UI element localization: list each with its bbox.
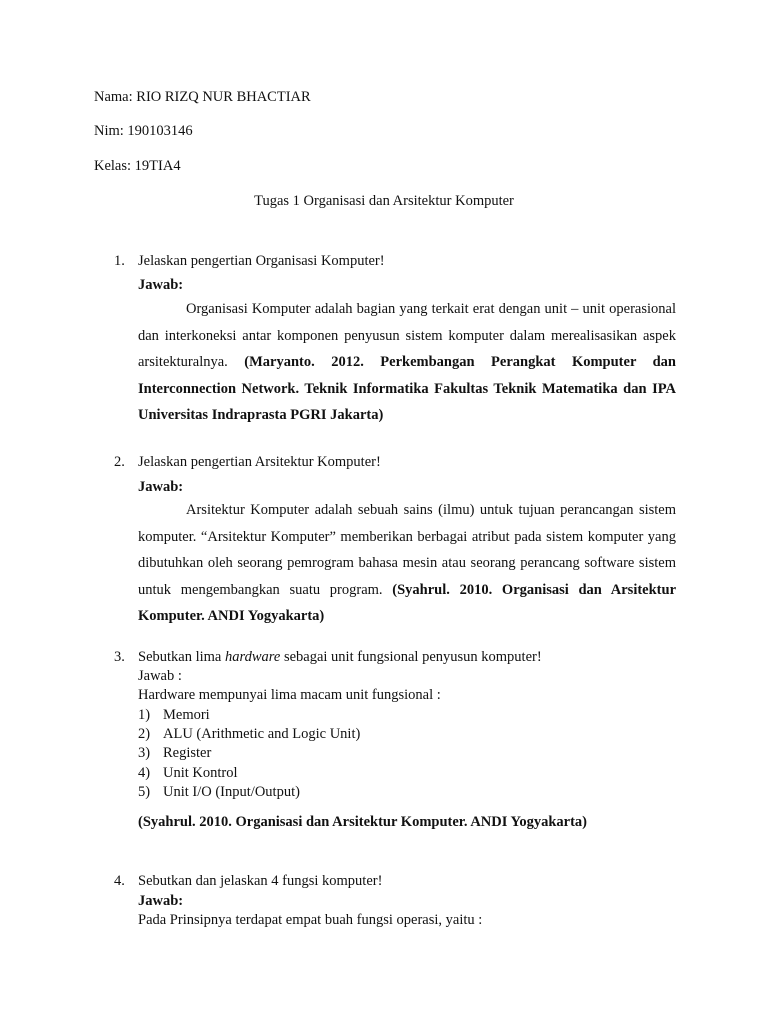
list-item-number: 1) [138,707,151,723]
answer-paragraph [138,497,676,630]
citation: (Syahrul. 2010. Organisasi dan Arsitektur Komputer. ANDI Yogyakarta) [138,814,588,830]
student-nim: Nim: 190103146 [94,123,193,139]
answer-paragraph [138,296,676,429]
answer-intro: Hardware mempunyai lima macam unit fungsional : [138,687,441,703]
answer-label: Jawab: [138,277,184,293]
list-item-number: 5) [138,784,151,800]
question-text: Sebutkan lima hardware sebagai unit fungsional penyusun komputer! [138,649,542,665]
answer-intro: Pada Prinsipnya terdapat empat buah fungsi operasi, yaitu : [138,912,483,928]
list-item: Register [163,745,212,761]
list-item: Unit I/O (Input/Output) [163,784,300,800]
question-text: Jelaskan pengertian Arsitektur Komputer! [138,454,381,470]
citation: (Maryanto. 2012. Perkembangan Perangkat Komputer dan Interconnection Network. Teknik Informatika Fakultas Teknik Matematika dan IPA Universitas Indraprasta PGRI Jakarta) [138,354,676,423]
question-number: 1. [114,253,125,269]
question-number: 4. [114,873,125,889]
list-item-number: 2) [138,726,151,742]
list-item: Unit Kontrol [163,765,238,781]
answer-label: Jawab: [138,893,184,909]
answer-label: Jawab : [138,668,182,684]
student-name: Nama: RIO RIZQ NUR BHACTIAR [94,89,311,105]
question-number: 2. [114,454,125,470]
list-item: Memori [163,707,210,723]
citation: (Syahrul. 2010. Organisasi dan Arsitektur Komputer. ANDI Yogyakarta) [138,581,677,624]
document-title: Tugas 1 Organisasi dan Arsitektur Komputer [254,193,514,209]
question-number: 3. [114,649,125,665]
answer-label: Jawab: [138,479,184,495]
question-text: Jelaskan pengertian Organisasi Komputer! [138,253,385,269]
list-item-number: 4) [138,765,151,781]
answer-text: Organisasi Komputer adalah bagian yang terkait erat dengan unit – unit operasional dan interkoneksi antar komponen penyusun sistem komputer dalam merealisasikan aspek arsitekturalnya. [138,301,676,370]
question-text: Sebutkan dan jelaskan 4 fungsi komputer! [138,873,383,889]
list-item-number: 3) [138,745,151,761]
answer-text: Arsitektur Komputer adalah sebuah sains (ilmu) untuk tujuan perancangan sistem komputer. “Arsitektur Komputer” memberikan berbagai atribut pada sistem komputer yang dibutuhkan oleh seorang pemrogram bahasa mesin atau seorang perancang software sistem untuk mengembangkan suatu program. [138,502,676,598]
list-item: ALU (Arithmetic and Logic Unit) [163,726,361,742]
student-class: Kelas: 19TIA4 [94,158,181,174]
